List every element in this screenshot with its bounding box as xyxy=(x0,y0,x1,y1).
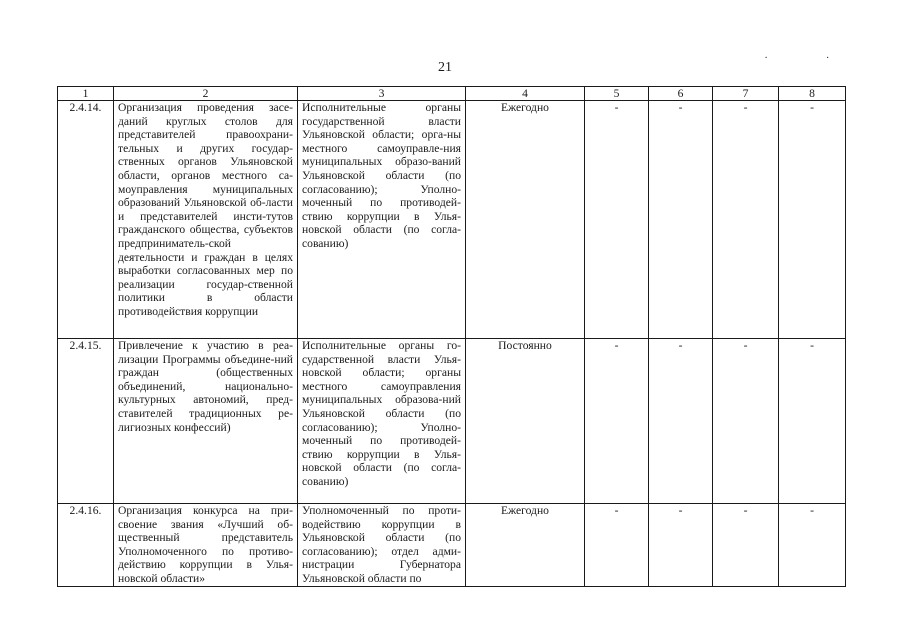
value-cell-5: - xyxy=(585,339,649,504)
row-number: 2.4.15. xyxy=(58,339,114,504)
header-cell-3: 3 xyxy=(298,87,466,101)
table-row xyxy=(58,101,846,339)
row-number: 2.4.14. xyxy=(58,101,114,339)
value-cell-6: - xyxy=(649,504,713,587)
executors-cell: Уполномоченный по проти-водействию коррупции в Ульяновской области (по согласованию); отдел адми-нистрации Губернатора Ульяновской области по xyxy=(298,504,466,587)
value-cell-7: - xyxy=(713,339,779,504)
header-cell-1: 1 xyxy=(58,87,114,101)
period-cell: Ежегодно xyxy=(466,101,585,339)
header-cell-8: 8 xyxy=(779,87,846,101)
header-cell-5: 5 xyxy=(585,87,649,101)
value-cell-6: - xyxy=(649,101,713,339)
value-cell-7: - xyxy=(713,101,779,339)
value-cell-5: - xyxy=(585,504,649,587)
header-row xyxy=(58,87,846,101)
row-number: 2.4.16. xyxy=(58,504,114,587)
executors-cell: Исполнительные органы государственной власти Ульяновской области; орга-ны местного самоуправле-ния муниципальных образо-ваний Ульяновской области (по согласованию); Уполно-моченный по противодей-ствию коррупции в Улья-новской области (по согла-сованию) xyxy=(298,101,466,339)
page-number: 21 xyxy=(438,60,452,75)
value-cell-7: - xyxy=(713,504,779,587)
value-cell-6: - xyxy=(649,339,713,504)
header-cell-2: 2 xyxy=(114,87,298,101)
table-row xyxy=(58,504,846,587)
activity-cell: Привлечение к участию в реа-лизации Программы объедине-ний граждан (общественных объединений, национально-культурных автономий, пред-ставителей традиционных ре-лигиозных конфессий) xyxy=(114,339,298,504)
period-cell: Постоянно xyxy=(466,339,585,504)
value-cell-5: - xyxy=(585,101,649,339)
program-table xyxy=(57,86,846,587)
value-cell-8: - xyxy=(779,339,846,504)
value-cell-8: - xyxy=(779,101,846,339)
period-cell: Ежегодно xyxy=(466,504,585,587)
executors-cell: Исполнительные органы го-сударственной власти Улья-новской области; органы местного самоуправления муниципальных образова-ний Ульяновской области (по согласованию); Уполно-моченный по противодей-ствию коррупции в Улья-новской области (по согла-сованию) xyxy=(298,339,466,504)
table-row xyxy=(58,339,846,504)
activity-cell: Организация проведения засе-даний круглых столов для представителей правоохрани-тельных и других государ-ственных органов Ульяновской области, органов местного са-моуправления муниципальных образований Ульяновской об-ласти и представителей инсти-тутов гражданского общества, субъектов предприниматель-ской деятельности и граждан в целях выработки согласованных мер по реализации государ-ственной политики в области противодействия коррупции xyxy=(114,101,298,339)
header-cell-4: 4 xyxy=(466,87,585,101)
header-cell-7: 7 xyxy=(713,87,779,101)
value-cell-8: - xyxy=(779,504,846,587)
header-cell-6: 6 xyxy=(649,87,713,101)
activity-cell: Организация конкурса на при-своение звания «Лучший об-щественный представитель Уполномоченного по противо-действию коррупции в Улья-новской области» xyxy=(114,504,298,587)
scan-specks: . . xyxy=(764,49,857,61)
